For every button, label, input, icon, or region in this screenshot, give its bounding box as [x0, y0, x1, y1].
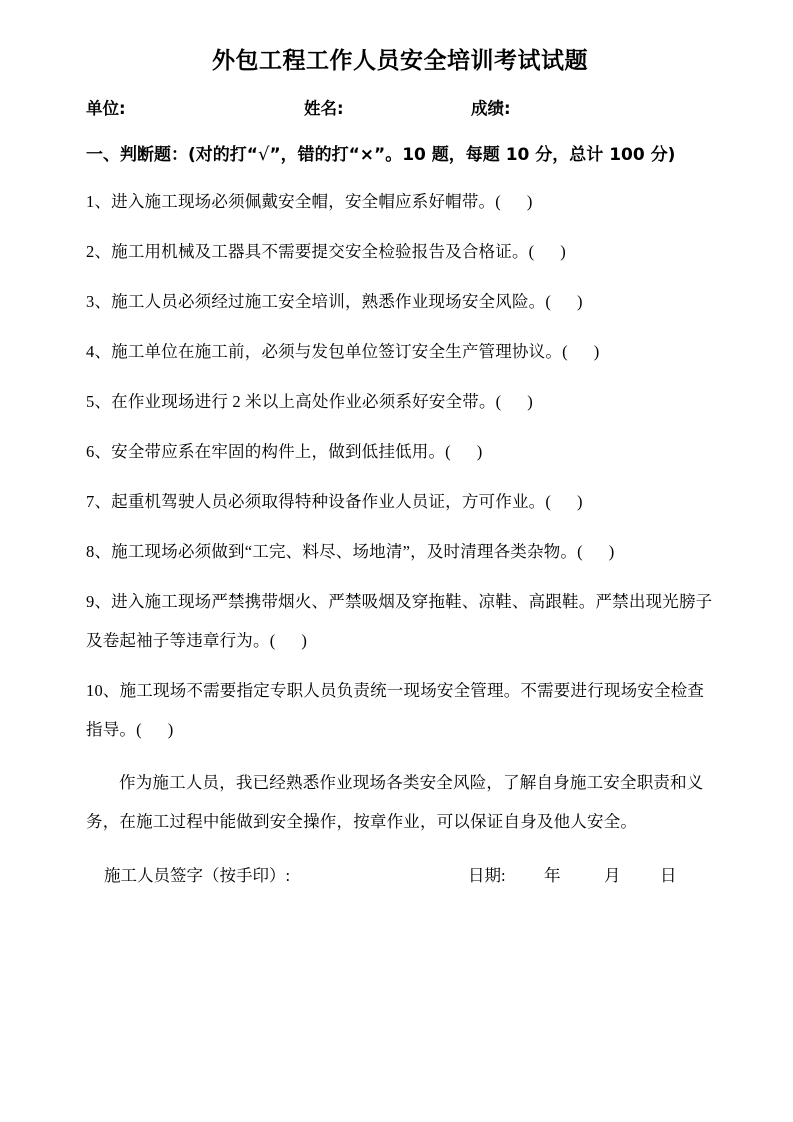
question-text: 进入施工现场必须佩戴安全帽，安全帽应系好帽带。 [111, 192, 496, 211]
answer-blank[interactable]: ( ) [136, 720, 174, 739]
declaration-paragraph: 作为施工人员，我已经熟悉作业现场各类安全风险，了解自身施工安全职责和义务，在施工过程中能做到安全操作，按章作业，可以保证自身及他人安全。 [86, 773, 704, 831]
signature-row [86, 857, 714, 895]
question-item [86, 432, 714, 471]
question-text: 施工人员必须经过施工安全培训，熟悉作业现场安全风险。 [111, 292, 546, 311]
answer-blank[interactable]: ( ) [545, 492, 583, 511]
question-item [86, 532, 714, 571]
date-day-unit[interactable]: 日 [660, 866, 677, 885]
question-number: 10、 [86, 681, 120, 700]
question-item [86, 332, 714, 371]
answer-blank[interactable]: ( ) [562, 342, 600, 361]
document-body [86, 44, 714, 895]
question-item [86, 382, 714, 421]
answer-blank[interactable]: ( ) [528, 242, 566, 261]
question-item [86, 282, 714, 321]
question-number: 3、 [86, 292, 112, 311]
question-text: 施工现场不需要指定专职人员负责统一现场安全管理。不需要进行现场安全检查指导。 [86, 681, 705, 739]
question-text: 施工单位在施工前，必须与发包单位签订安全生产管理协议。 [111, 342, 563, 361]
field-label-score: 成绩: [471, 99, 511, 118]
question-item [86, 671, 714, 749]
question-item [86, 482, 714, 521]
question-text: 起重机驾驶人员必须取得特种设备作业人员证，方可作业。 [111, 492, 546, 511]
date-label[interactable]: 日期: [468, 866, 506, 885]
section-heading-truefalse [86, 136, 714, 174]
question-text: 施工用机械及工器具不需要提交安全检验报告及合格证。 [111, 242, 529, 261]
date-year-unit[interactable]: 年 [544, 866, 561, 885]
date-month-unit[interactable]: 月 [604, 866, 621, 885]
answer-blank[interactable]: ( ) [495, 392, 533, 411]
question-number: 5、 [86, 392, 112, 411]
question-item [86, 182, 714, 221]
field-label-name: 姓名: [304, 99, 344, 118]
answer-blank[interactable]: ( ) [577, 542, 615, 561]
question-number: 4、 [86, 342, 112, 361]
question-number: 2、 [86, 242, 112, 261]
check-mark-icon: √ [257, 144, 270, 165]
question-item [86, 582, 714, 660]
section-heading-text-part2: ”，错的打“×”。10 题，每题 10 分，总计 100 分) [269, 145, 676, 165]
field-label-unit: 单位: [86, 99, 126, 118]
question-number: 8、 [86, 542, 112, 561]
question-item [86, 232, 714, 271]
question-list [86, 182, 714, 749]
answer-blank[interactable]: ( ) [269, 631, 308, 650]
question-text: 施工现场必须做到“工完、料尽、场地清”，及时清理各类杂物。 [111, 542, 578, 561]
signature-label[interactable]: 施工人员签字（按手印）: [104, 866, 291, 885]
page-title: 外包工程工作人员安全培训考试试题 [212, 48, 588, 74]
question-number: 9、 [86, 592, 112, 611]
section-heading-text-part1: 一、判断题：(对的打“ [86, 145, 258, 165]
question-text: 在作业现场进行 2 米以上高处作业必须系好安全带。 [111, 392, 496, 411]
question-text: 进入施工现场严禁携带烟火、严禁吸烟及穿拖鞋、凉鞋、高跟鞋。严禁出现光膀子及卷起袖子等违章行为。 [86, 592, 713, 650]
question-number: 7、 [86, 492, 112, 511]
question-number: 1、 [86, 192, 112, 211]
exam-info-row [86, 94, 714, 124]
answer-blank[interactable]: ( ) [495, 192, 533, 211]
question-number: 6、 [86, 442, 112, 461]
answer-blank[interactable]: ( ) [445, 442, 483, 461]
question-text: 安全带应系在牢固的构件上，做到低挂低用。 [111, 442, 446, 461]
answer-blank[interactable]: ( ) [545, 292, 583, 311]
